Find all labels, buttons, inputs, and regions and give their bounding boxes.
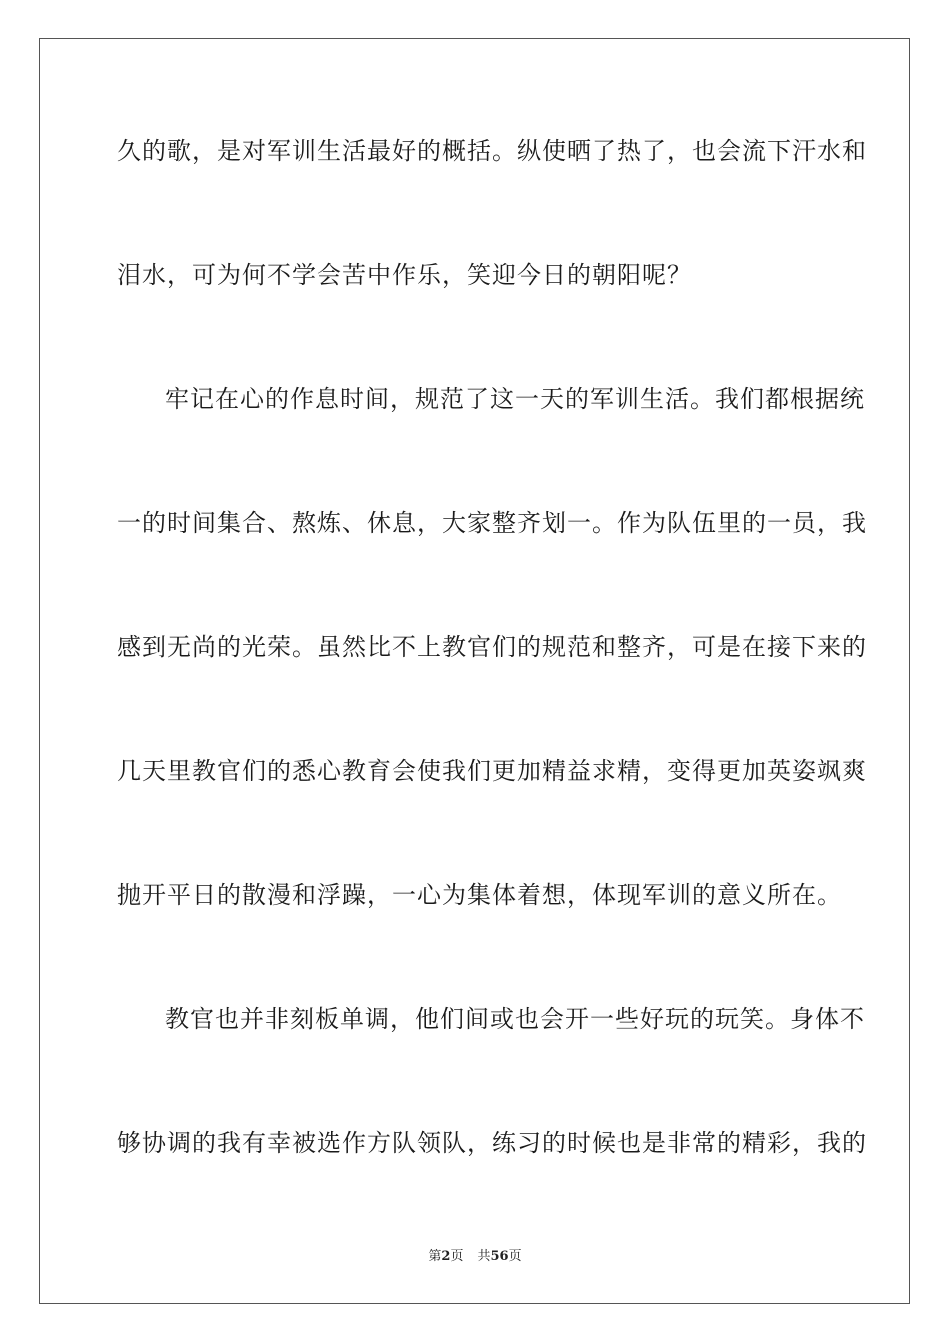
text-line-2: 泪水，可为何不学会苦中作乐，笑迎今日的朝阳呢？ (117, 261, 692, 289)
total-pages: 56 (490, 1249, 509, 1264)
page-footer (0, 1248, 950, 1266)
total-prefix: 共 (477, 1249, 491, 1264)
text-line-6: 几天里教官们的悉心教育会使我们更加精益求精，变得更加英姿飒爽 (117, 757, 867, 785)
page-prefix: 第 (428, 1249, 442, 1264)
text-line-4: 一的时间集合、熬炼、休息，大家整齐划一。作为队伍里的一员，我 (117, 509, 867, 537)
total-suffix: 页 (508, 1249, 522, 1264)
page-number: 2 (441, 1249, 451, 1264)
text-line-1: 久的歌，是对军训生活最好的概括。纵使晒了热了，也会流下汗水和 (117, 137, 867, 165)
text-line-5: 感到无尚的光荣。虽然比不上教官们的规范和整齐，可是在接下来的 (117, 633, 867, 661)
page-suffix: 页 (450, 1249, 464, 1264)
text-line-9: 够协调的我有幸被选作方队领队，练习的时候也是非常的精彩，我的 (117, 1129, 867, 1157)
page-border (39, 38, 910, 1304)
text-line-3: 牢记在心的作息时间，规范了这一天的军训生活。我们都根据统 (165, 385, 865, 413)
text-line-7: 抛开平日的散漫和浮躁，一心为集体着想，体现军训的意义所在。 (117, 881, 842, 909)
text-line-8: 教官也并非刻板单调，他们间或也会开一些好玩的玩笑。身体不 (165, 1005, 865, 1033)
